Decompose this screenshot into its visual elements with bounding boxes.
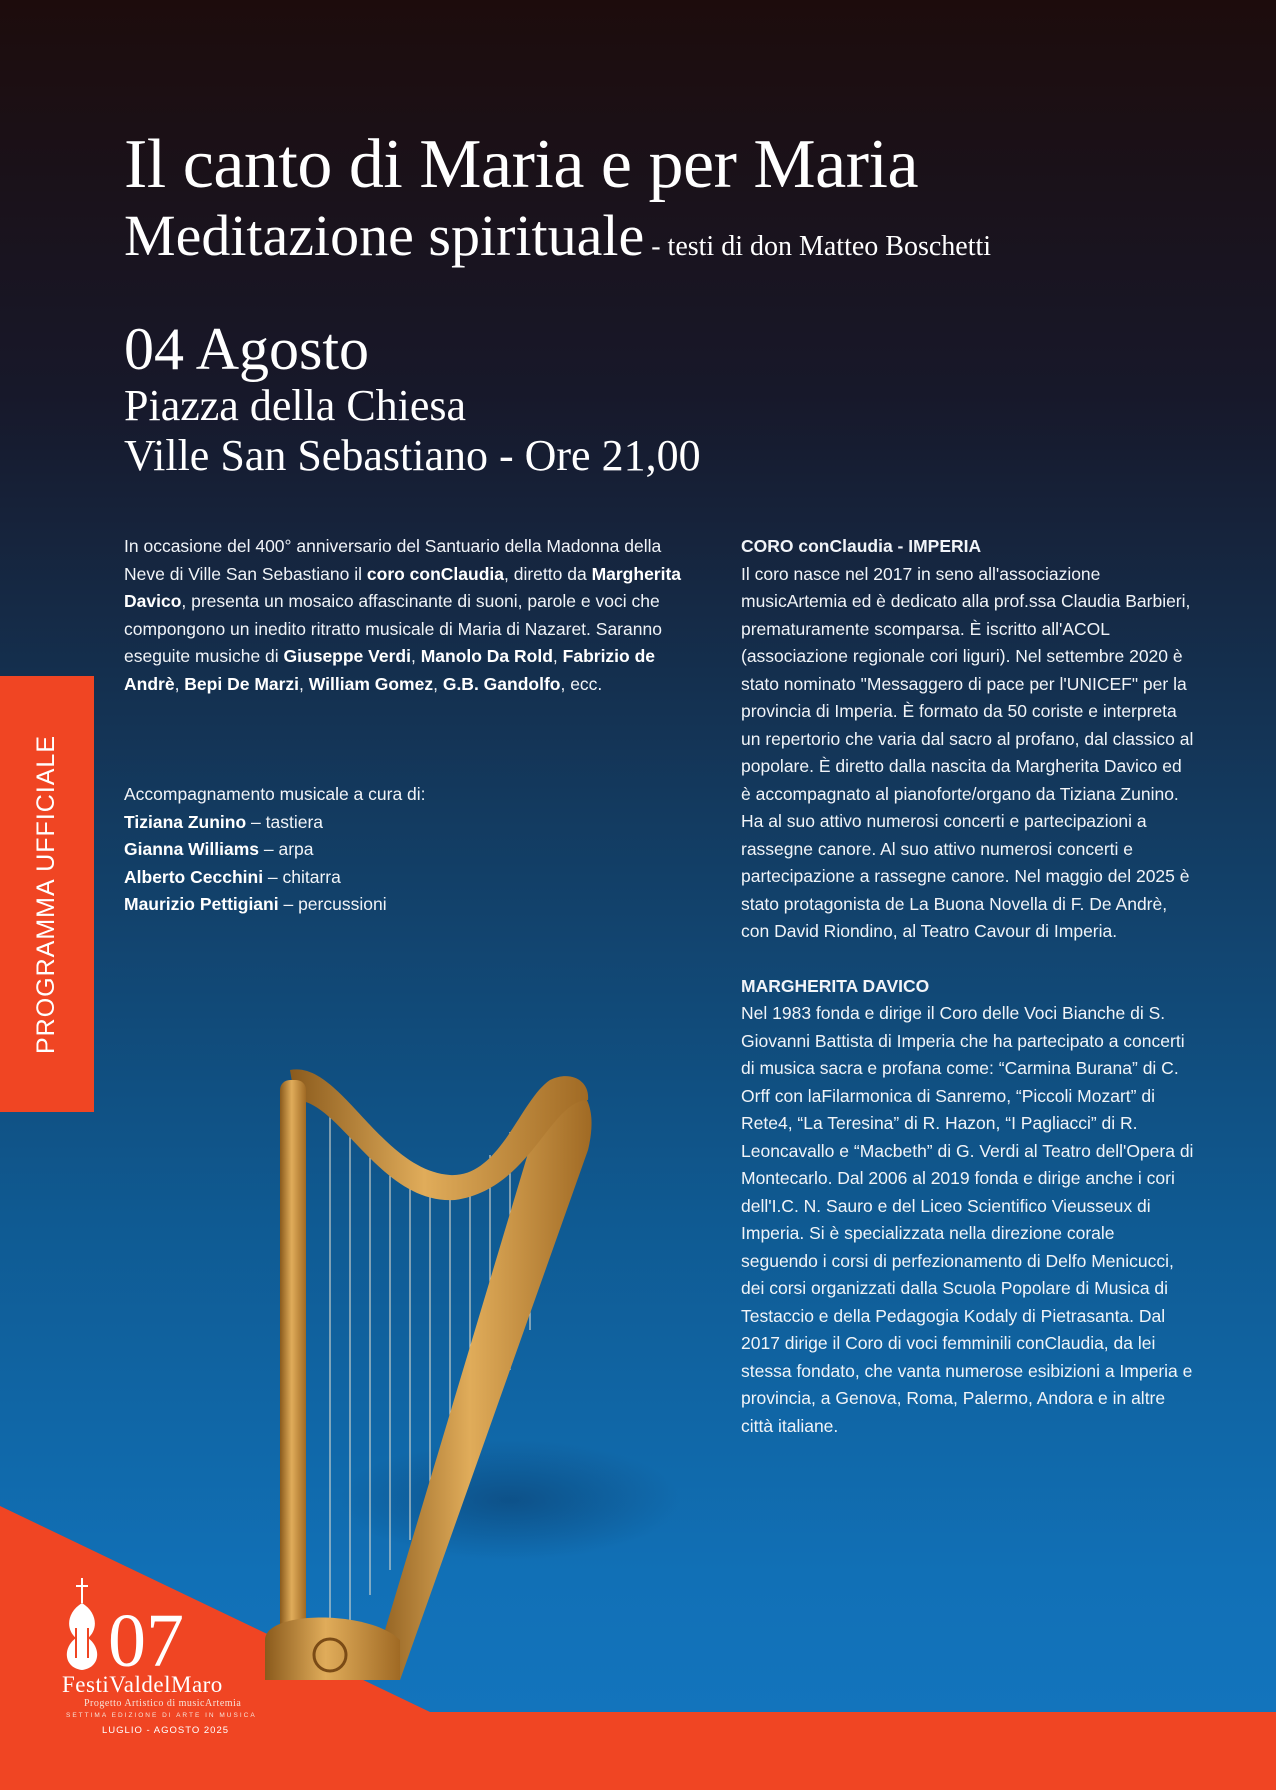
harp-illustration [250, 1040, 690, 1700]
musician-role: – tastiera [246, 811, 324, 832]
musician-row [124, 864, 699, 892]
event-title: Il canto di Maria e per Maria [124, 126, 919, 203]
musician-name: Gianna Williams [124, 839, 260, 859]
event-place: Piazza della Chiesa [124, 381, 467, 430]
logo-project: Progetto Artistico di musicArtemia [84, 1698, 242, 1709]
harp-shadow [340, 1440, 680, 1560]
intro-text: , presenta un mosaico affascinante di suoni, parole e voci che compongono un inedito ritratto musicale di Maria di Nazaret. Saranno eseguite musiche di [124, 591, 662, 666]
intro-text: In occasione del 400° anniversario del Santuario della Madonna della Neve di Ville San Sebastiano il [124, 536, 662, 584]
musician-name: Tiziana Zunino [124, 811, 247, 832]
musician-row [124, 836, 699, 864]
intro-separator: , [299, 673, 309, 694]
subtitle-text: Meditazione spirituale [124, 203, 645, 268]
logo-name: FestiValdelMaro [62, 1672, 223, 1697]
director-text: Nel 1983 fonda e dirige il Coro delle Voci Bianche di S. Giovanni Battista di Imperia che ha partecipato a concerti di musica sacra e profana come: “Carmina Burana” di C. Orff con laFilarmonica di Sanremo, “Piccoli Mozart” di Rete4, “La Teresina” di R. Hazon, “I Pagliacci” di R. Leoncavallo e “Macbeth” di G. Verdi al Teatro dell'Opera di Montecarlo. Dal 2006 al 2019 fonda e dirige anche i cori dell'I.C. N. Sauro e del Liceo Scientifico Vieusseux di Imperia. Si è specializzata nella direzione corale seguendo i corsi di perfezionamento di Delfo Menicucci, dei corsi organizzati dalla Scuola Popolare di Musica di Testaccio e della Pedagogia Kodaly di Pietrasanta. Dal 2017 dirige il Coro di voci femminili conClaudia, da lei stessa fondato, che vanta numerose esibizioni a Imperia e provincia, a Genova, Roma, Palermo, Andora e in altre città italiane. [741, 1003, 1194, 1436]
harp-pillar [280, 1080, 306, 1640]
choir-text: Il coro nasce nel 2017 in seno all'associazione musicArtemia ed è dedicato alla prof.ssa Claudia Barbieri, prematuramente scomparsa. È iscritto all'ACOL (associazione regionale cori liguri). Nel settembre 2020 è stato nominato "Messaggero di pace per l'UNICEF" per la provincia di Imperia. È formato da 50 coriste e interpreta un repertorio che varia dal sacro al profano, dal classico al popolare. È diretto dalla nascita da Margherita Davico ed è accompagnato al pianoforte/organo da Tiziana Zunino. Ha al suo attivo numerosi concerti e partecipazioni a rassegne canore. Al suo attivo numerosi concerti e partecipazione a rassegne canore. Nel maggio del 2025 è stato protagonista de La Buona Novella di F. De Andrè, con David Riondino, al Teatro Cavour di Imperia. [741, 563, 1194, 941]
logo-period: LUGLIO - AGOSTO 2025 [102, 1725, 230, 1736]
composer-name: Fabrizio de Andrè [124, 646, 656, 694]
director-section [741, 973, 1196, 1441]
intro-separator: , [410, 646, 421, 666]
musician-role: – chitarra [263, 866, 341, 887]
intro-text: , diretto da [504, 563, 592, 584]
choir-section [741, 533, 1196, 946]
accompaniment-section [124, 781, 699, 919]
choir-heading: CORO conClaudia - IMPERIA [741, 536, 982, 556]
intro-text: , ecc. [560, 673, 603, 694]
musician-row [124, 891, 699, 919]
intro-separator: , [552, 646, 563, 666]
side-tab [0, 676, 94, 1112]
composer-name: Manolo Da Rold [420, 646, 553, 666]
logo-number: 07 [108, 1599, 184, 1683]
musician-role: – percussioni [278, 894, 387, 914]
intro-paragraph [124, 533, 699, 698]
musician-name: Alberto Cecchini [124, 866, 264, 887]
logo-edition: SETTIMA EDIZIONE DI ARTE IN MUSICA [66, 1712, 257, 1719]
intro-bold: Margherita Davico [124, 563, 682, 611]
event-subtitle [124, 203, 992, 268]
event-date: 04 Agosto [124, 316, 370, 382]
musician-row [124, 809, 699, 837]
musician-name: Maurizio Pettigiani [124, 894, 279, 914]
intro-bold: coro conClaudia [366, 563, 504, 584]
composer-name: William Gomez [308, 673, 434, 694]
director-heading: MARGHERITA DAVICO [741, 975, 930, 996]
intro-separator: , [174, 673, 185, 694]
event-city-time: Ville San Sebastiano - Ore 21,00 [124, 431, 701, 480]
composer-name: Bepi De Marzi [184, 673, 300, 694]
musician-role: – arpa [259, 839, 314, 859]
right-column [741, 533, 1196, 1440]
accompaniment-heading: Accompagnamento musicale a cura di: [124, 784, 426, 804]
subtitle-authors: - testi di don Matteo Boschetti [644, 231, 992, 262]
composer-name: Giuseppe Verdi [283, 646, 411, 666]
side-tab-label: PROGRAMMA UFFICIALE [32, 734, 61, 1054]
intro-separator: , [433, 673, 443, 694]
composer-name: G.B. Gandolfo [442, 673, 561, 694]
